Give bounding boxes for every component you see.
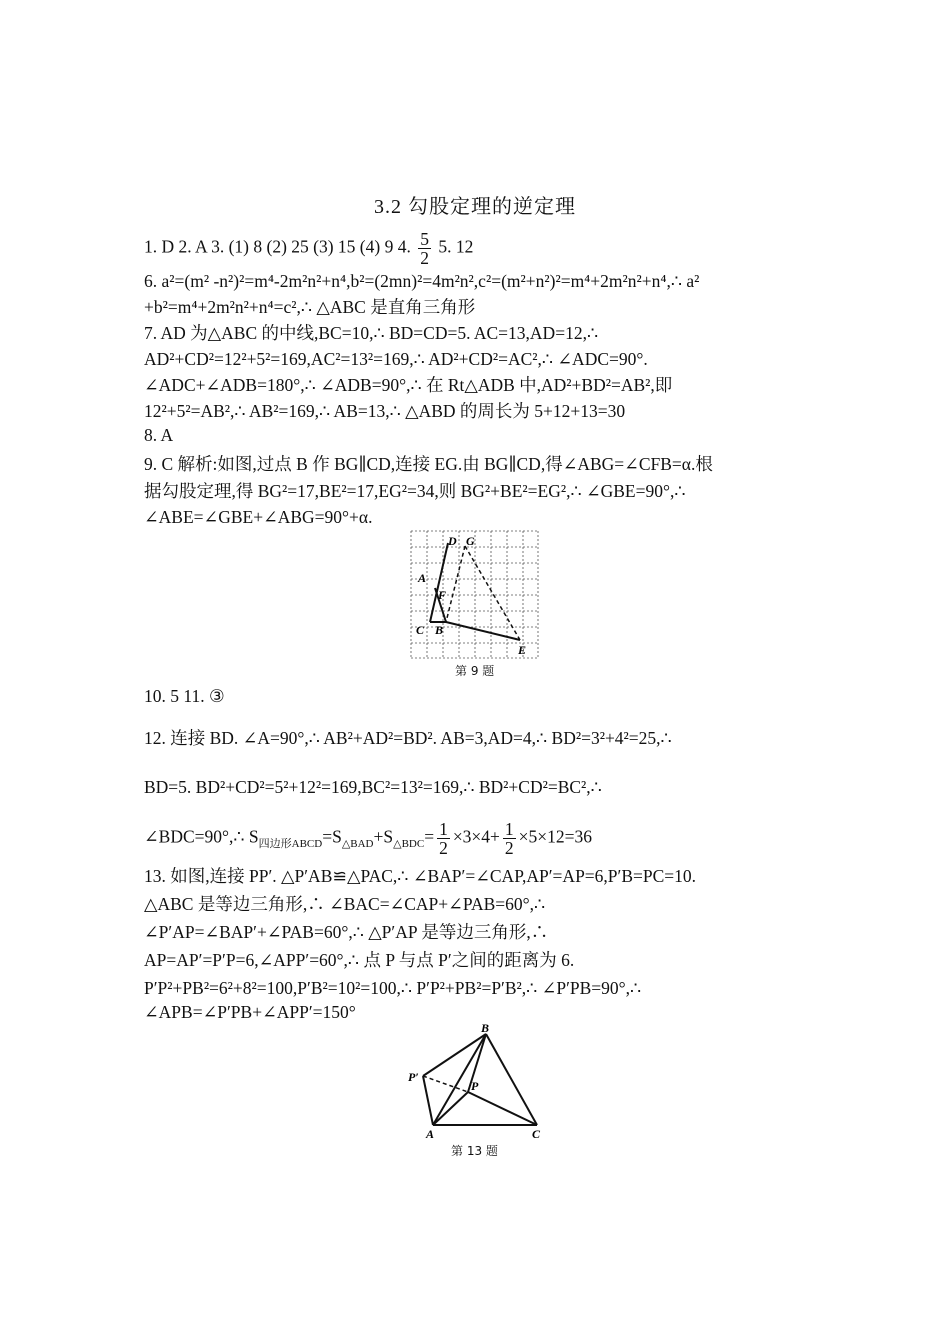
fraction-denominator: 2 [504,838,514,858]
answer-7-line-4: 12²+5²=AB²,∴ AB²=169,∴ AB=13,∴ △ABD 的周长为 5+12+13=30 [144,401,626,421]
answer-13-line-6: ∠APB=∠P′PB+∠APP′=150° [144,1002,356,1022]
answer-12-line-3 [144,820,592,857]
label-b: B [435,623,444,637]
fraction-numerator: 1 [504,819,514,839]
area-subscript-bdc: △BDC [393,838,425,851]
side-bc [486,1034,537,1125]
label-f: F [438,588,447,602]
segment-p-prime-b [423,1034,486,1076]
label-g: G [466,534,475,548]
label-p-prime: P′ [408,1070,419,1084]
answer-7-line-1: 7. AD 为△ABC 的中线,BC=10,∴ BD=CD=5. AC=13,AD=12,∴ [144,323,599,343]
section-title: 3.2 勾股定理的逆定理 [374,196,576,218]
segment-ge [465,546,520,640]
area-eq2: = [424,826,435,847]
answer-6-line-1: 6. a²=(m² -n²)²=m⁴-2m²n²+n⁴,b²=(2mn)²=4m²n²,c²=(m²+n²)²=m⁴+2m²n²+n⁴,∴ a² [144,271,700,291]
area-subscript-bad: △BAD [341,838,374,851]
label-a: A [418,571,427,585]
area-lead: ∠BDC=90°,∴ S [144,826,259,847]
label-e: E [518,643,527,657]
figure-9-caption: 第 9 题 [455,664,495,678]
segment-ap [433,1092,468,1125]
segment-ap-prime [423,1076,433,1125]
area-term-1: ×3×4+ [452,826,500,847]
area-eq: =S [322,826,342,847]
answer-7-line-2: AD²+CD²=12²+5²=169,AC²=13²=169,∴ AD²+CD²=AC²,∴ ∠ADC=90°. [144,349,648,369]
answer-13-line-5: P′P²+PB²=6²+8²=100,P′B²=10²=100,∴ P′P²+PB²=P′B²,∴ ∠P′PB=90°,∴ [144,978,642,998]
label-a: A [426,1127,435,1141]
fraction-numerator: 1 [439,819,448,839]
label-p: P [471,1079,479,1093]
fraction-half-2 [503,820,516,857]
area-plus: +S [373,826,394,847]
fraction-half-1 [437,820,450,857]
figure-9-grid-diagram [408,528,542,662]
figure-13-triangle-diagram [405,1020,550,1142]
answer-9-line-3: ∠ABE=∠GBE+∠ABG=90°+α. [144,507,373,527]
answer-line-1 [144,230,473,267]
segment-gb [446,546,465,622]
answer-12-line-2: BD=5. BD²+CD²=5²+12²=169,BC²=13²=169,∴ BD²+CD²=BC²,∴ [144,777,602,797]
fraction-numerator: 5 [420,229,429,249]
answer-13-line-4: AP=AP′=P′P=6,∠APP′=60°,∴ 点 P 与点 P′之间的距离为 6. [144,950,575,970]
answer-8: 8. A [144,425,174,445]
fraction-denominator: 2 [439,838,448,858]
figure-13-caption: 第 13 题 [451,1144,498,1158]
area-term-2: ×5×12=36 [518,826,593,847]
label-b: B [481,1021,490,1035]
answer-13-line-1: 13. 如图,连接 PP′. △P′AB≌△PAC,∴ ∠BAP′=∠CAP,AP′=AP=6,P′B=PC=10. [144,866,697,886]
label-d: D [448,534,457,548]
answers-1-4: 1. D 2. A 3. (1) 8 (2) 25 (3) 15 (4) 9 4. [144,236,411,257]
answer-13-line-2: △ABC 是等边三角形,∴ ∠BAC=∠CAP+∠PAB=60°,∴ [144,894,546,914]
answer-10-11: 10. 5 11. ③ [144,686,225,706]
fraction-five-halves [418,230,431,267]
area-subscript-quad: 四边形ABCD [258,838,323,851]
answer-9-line-2: 据勾股定理,得 BG²=17,BE²=17,EG²=34,则 BG²+BE²=EG²,∴ ∠GBE=90°,∴ [144,481,686,501]
segment-be [446,622,520,640]
answer-9-line-1: 9. C 解析:如图,过点 B 作 BG∥CD,连接 EG.由 BG∥CD,得∠ABG=∠CFB=α.根 [144,454,713,474]
fraction-denominator: 2 [420,248,429,268]
segment-dc [430,543,448,622]
label-c: C [416,623,425,637]
answer-12-line-1: 12. 连接 BD. ∠A=90°,∴ AB²+AD²=BD². AB=3,AD=4,∴ BD²=3²+4²=25,∴ [144,728,672,748]
label-c: C [532,1127,541,1141]
answer-7-line-3: ∠ADC+∠ADB=180°,∴ ∠ADB=90°,∴ 在 Rt△ADB 中,AD²+BD²=AB²,即 [144,375,673,395]
answer-5: 5. 12 [438,236,474,257]
answer-6-line-2: +b²=m⁴+2m²n²+n⁴=c²,∴ △ABC 是直角三角形 [144,297,476,317]
answer-13-line-3: ∠P′AP=∠BAP′+∠PAB=60°,∴ △P′AP 是等边三角形,∴ [144,922,549,942]
